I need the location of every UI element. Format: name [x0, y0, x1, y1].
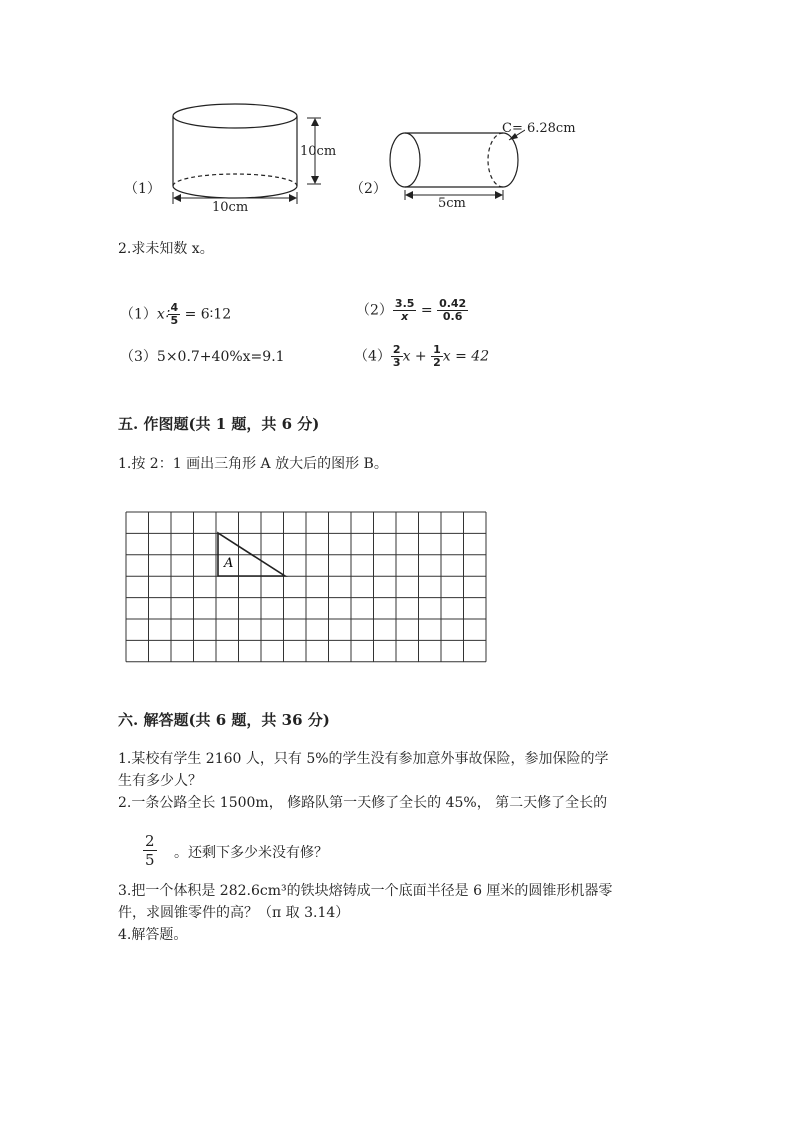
cylinder-figure-1: [165, 100, 345, 220]
q2-p4-fraction-2: [431, 344, 443, 369]
section-6-q2-frac-num: 2: [145, 832, 155, 850]
q2-p1-frac-num: 4: [170, 301, 179, 314]
section-5-title: 五. 作图题(共 1 题，共 6 分): [118, 415, 320, 433]
q2-heading: 2.求未知数 x。: [118, 241, 214, 257]
q2-p2-label: （2）: [356, 302, 393, 319]
q2-p2-frac2-num: 0.42: [439, 297, 467, 310]
q2-p4-frac1-num: 2: [392, 343, 401, 356]
q2-p1-right: = 6∶12: [184, 306, 232, 323]
figure-2-length-label: 5cm: [438, 196, 466, 211]
q2-p1-left: x∶: [156, 306, 169, 323]
q2-p4-label: （4）: [354, 348, 391, 365]
q2-p4-frac1-den: 3: [392, 356, 401, 369]
q2-p2-fraction-1: [393, 298, 417, 323]
q2-p4-fraction-1: [391, 344, 403, 369]
section-6-q4: 4.解答题。: [118, 927, 188, 943]
figure-2-label: （2）: [350, 181, 387, 197]
q2-p2-equals: =: [420, 302, 433, 319]
section-5-q1: 1.按 2：1 画出三角形 A 放大后的图形 B。: [118, 456, 388, 472]
section-6-q2-fraction: [143, 832, 157, 869]
figure-1-label: （1）: [124, 181, 161, 197]
q2-p4-frac2-num: 1: [433, 343, 441, 356]
figure-1-width-label: 10cm: [212, 200, 249, 215]
q2-p4-mid: x +: [402, 348, 427, 365]
section-6-q1-line2: 生有多少人？: [118, 773, 202, 789]
section-6-q2-line1: 2.一条公路全长 1500m， 修路队第一天修了全长的 45%， 第二天修了全长的: [118, 795, 608, 811]
section-6-q3-line2: 件，求圆锥零件的高？（π 取 3.14）: [118, 905, 350, 921]
section-6-q2-line2: 。还剩下多少米没有修？: [174, 845, 328, 861]
q2-p2-fraction-2: [437, 298, 468, 323]
q2-problem-4: [354, 344, 489, 369]
q2-problem-1: [120, 302, 231, 327]
q2-p1-label: （1）: [120, 306, 157, 323]
q2-p2-frac1-den: x: [401, 310, 409, 323]
q2-p2-frac2-den: 0.6: [442, 310, 463, 323]
section-6-q3-line1: 3.把一个体积是 282.6cm³的铁块熔铸成一个底面半径是 6 厘米的圆锥形机器零: [118, 883, 613, 899]
q2-problem-2: [356, 298, 468, 323]
q2-p4-frac2-den: 2: [433, 356, 441, 369]
q2-problem-3: （3）5×0.7+40%x=9.1: [120, 349, 285, 365]
q2-p1-frac-den: 5: [170, 314, 179, 327]
section-6-q1-line1: 1.某校有学生 2160 人，只有 5%的学生没有参加意外事故保险，参加保险的学: [118, 751, 609, 767]
section-6-q2-frac-den: 5: [145, 851, 155, 869]
section-6-title: 六. 解答题(共 6 题，共 36 分): [118, 711, 330, 729]
q2-p4-end: x = 42: [442, 348, 490, 365]
grid-figure: [124, 510, 492, 666]
triangle-a-label: A: [224, 556, 234, 571]
figure-2-circumference-label: C= 6.28cm: [502, 121, 576, 136]
figure-1-height-label: 10cm: [300, 144, 337, 159]
q2-p1-fraction: [168, 302, 180, 327]
q2-p2-frac1-num: 3.5: [394, 297, 415, 310]
